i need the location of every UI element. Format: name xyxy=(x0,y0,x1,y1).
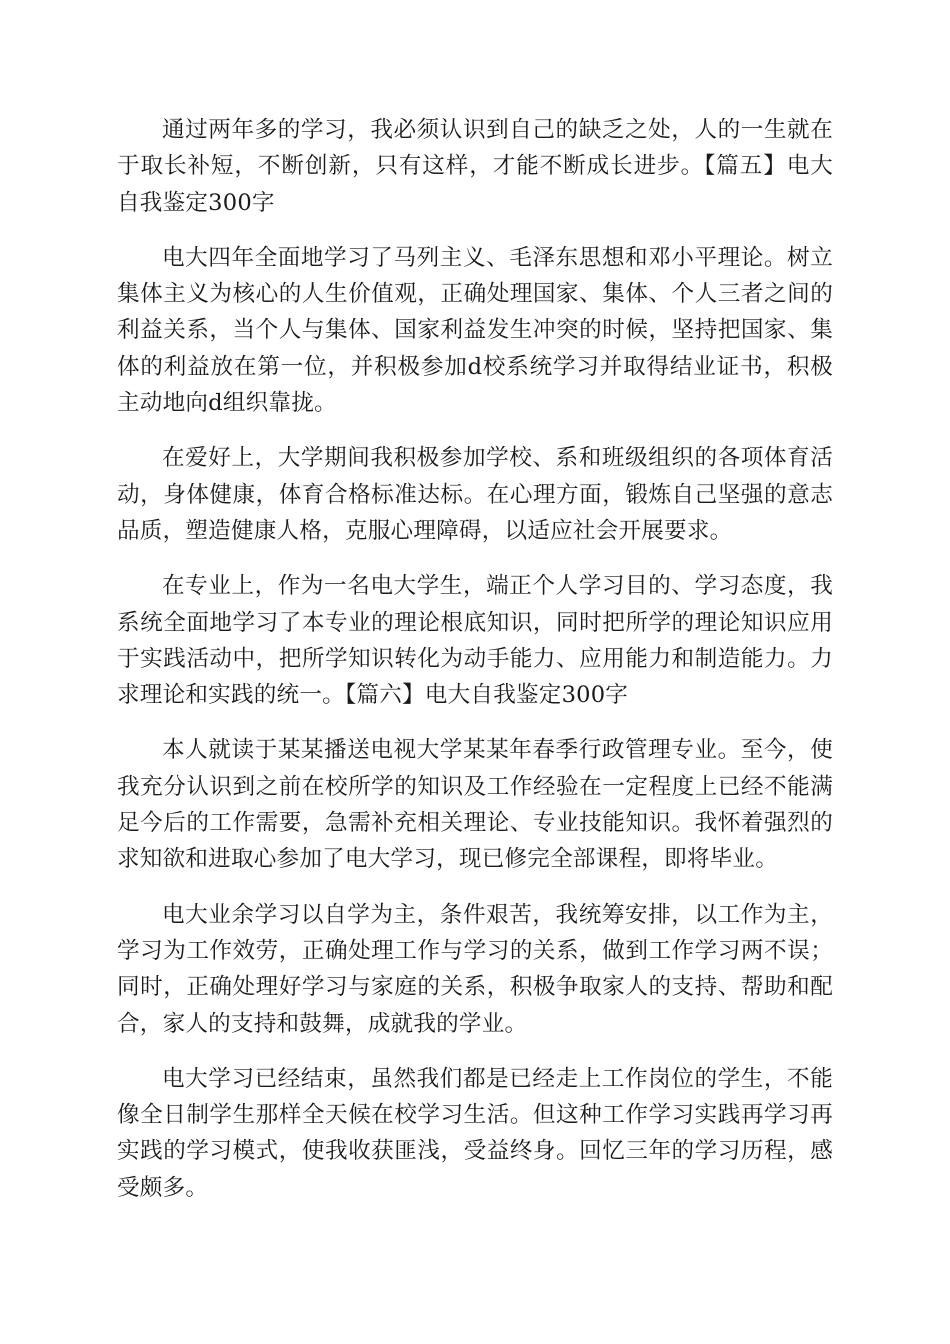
paragraph-3: 在爱好上，大学期间我积极参加学校、系和班级组织的各项体育活动，身体健康，体育合格标准达标。在心理方面，锻炼自己坚强的意志品质，塑造健康人格，克服心理障碍，以适应社会开展要求。 xyxy=(117,445,833,544)
document-page xyxy=(117,112,833,1225)
paragraph-1: 通过两年多的学习，我必须认识到自己的缺乏之处，人的一生就在于取长补短，不断创新，只有这样，才能不断成长进步。【篇五】电大自我鉴定300字 xyxy=(117,117,833,216)
paragraph-6: 电大业余学习以自学为主，条件艰苦，我统筹安排，以工作为主，学习为工作效劳，正确处理工作与学习的关系，做到工作学习两不误；同时，正确处理好学习与家庭的关系，积极争取家人的支持、帮助和配合，家人的支持和鼓舞，成就我的学业。 xyxy=(117,901,833,1037)
paragraph-5: 本人就读于某某播送电视大学某某年春季行政管理专业。至今，使我充分认识到之前在校所学的知识及工作经验在一定程度上已经不能满足今后的工作需要，急需补充相关理论、专业技能知识。我怀着强烈的求知欲和进取心参加了电大学习，现已修完全部课程，即将毕业。 xyxy=(117,737,833,873)
paragraph-7: 电大学习已经结束，虽然我们都是已经走上工作岗位的学生，不能像全日制学生那样全天候在校学习生活。但这种工作学习实践再学习再实践的学习模式，使我收获匪浅，受益终身。回忆三年的学习历程，感受颇多。 xyxy=(117,1065,833,1201)
paragraph-4: 在专业上，作为一名电大学生，端正个人学习目的、学习态度，我系统全面地学习了本专业的理论根底知识，同时把所学的理论知识应用于实践活动中，把所学知识转化为动手能力、应用能力和制造能力。力求理论和实践的统一。【篇六】电大自我鉴定300字 xyxy=(117,573,833,709)
paragraph-2: 电大四年全面地学习了马列主义、毛泽东思想和邓小平理论。树立集体主义为核心的人生价值观，正确处理国家、集体、个人三者之间的利益关系，当个人与集体、国家利益发生冲突的时候，坚持把国家、集体的利益放在第一位，并积极参加d校系统学习并取得结业证书，积极主动地向d组织靠拢。 xyxy=(117,244,833,417)
